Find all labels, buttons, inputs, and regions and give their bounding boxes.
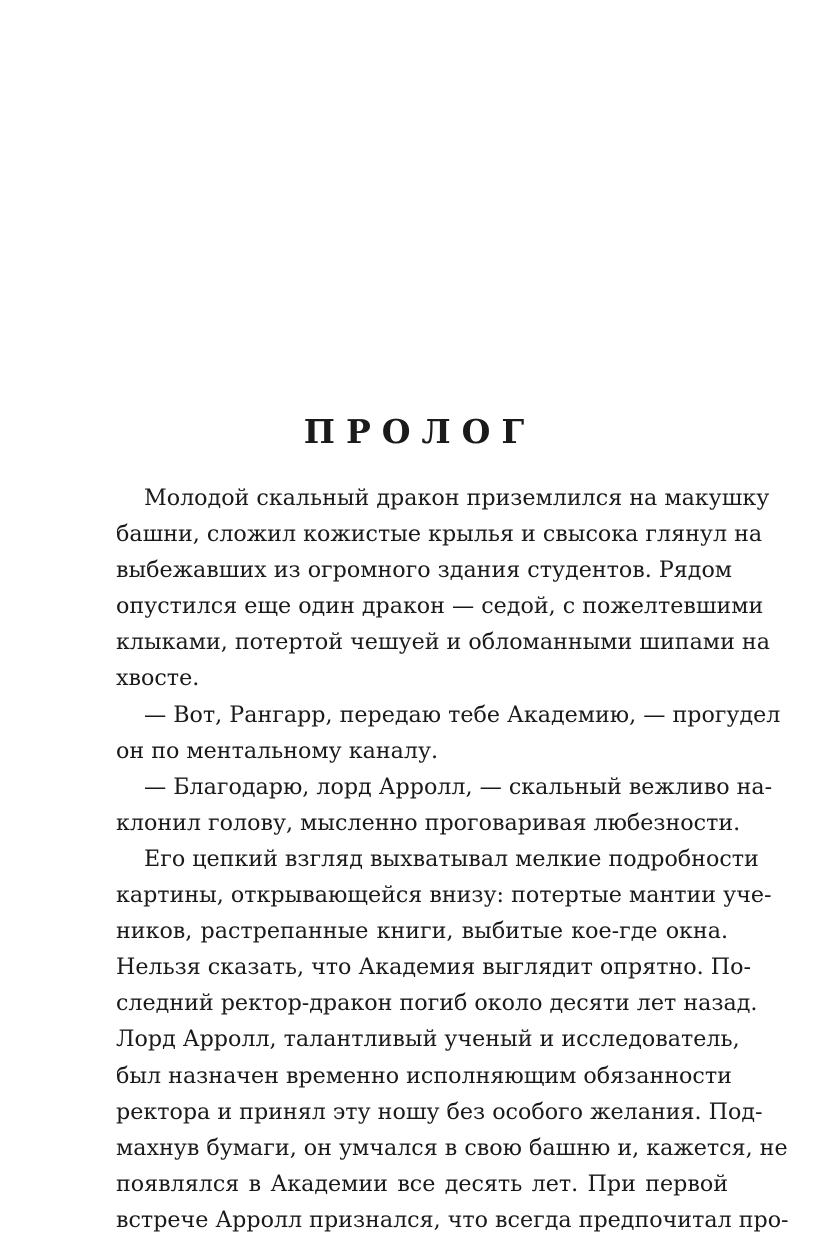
text-line: башни, сложил кожистые крылья и свысока глянул на (116, 521, 763, 548)
text-line: он по ментальному каналу. (116, 737, 439, 764)
text-line: Лорд Арролл, талантливый ученый и исследователь, (116, 1026, 740, 1053)
text-line: махнув бумаги, он умчался в свою башню и, кажется, не (116, 1134, 788, 1161)
text-line: Молодой скальный дракон приземлился на макушку (144, 485, 770, 511)
text-line: следний ректор-дракон погиб около десяти лет назад. (116, 990, 758, 1017)
text-line: появлялся в Академии все десять лет. При первой (116, 1170, 728, 1197)
text-line: встрече Арролл признался, что всегда предпочитал про- (116, 1206, 789, 1233)
text-line: — Вот, Рангарр, передаю тебе Академию, — прогудел (144, 701, 781, 728)
text-line: Нельзя сказать, что Академия выглядит опрятно. По- (116, 954, 751, 981)
text-line: Его цепкий взгляд выхватывал мелкие подробности (144, 845, 759, 872)
text-line: опустился еще один дракон — седой, с пожелтевшими (116, 593, 764, 620)
text-line: клыками, потертой чешуей и обломанными шипами на (116, 629, 770, 656)
text-line: — Благодарю, лорд Арролл, — скальный вежливо на- (144, 773, 773, 800)
text-line: был назначен временно исполняющим обязанности (116, 1062, 732, 1089)
text-line: картины, открывающейся внизу: потертые мантии уче- (116, 882, 772, 909)
text-line: хвосте. (116, 665, 200, 692)
chapter-title: ПРОЛОГ (303, 412, 536, 451)
text-line: выбежавших из огромного здания студентов. Рядом (116, 557, 733, 584)
text-line: клонил голову, мысленно проговаривая любезности. (116, 809, 741, 836)
text-line: ников, растрепанные книги, выбитые кое-где окна. (116, 918, 728, 945)
text-line: ректора и принял эту ношу без особого желания. Под- (116, 1098, 763, 1125)
body-text (116, 480, 789, 1238)
